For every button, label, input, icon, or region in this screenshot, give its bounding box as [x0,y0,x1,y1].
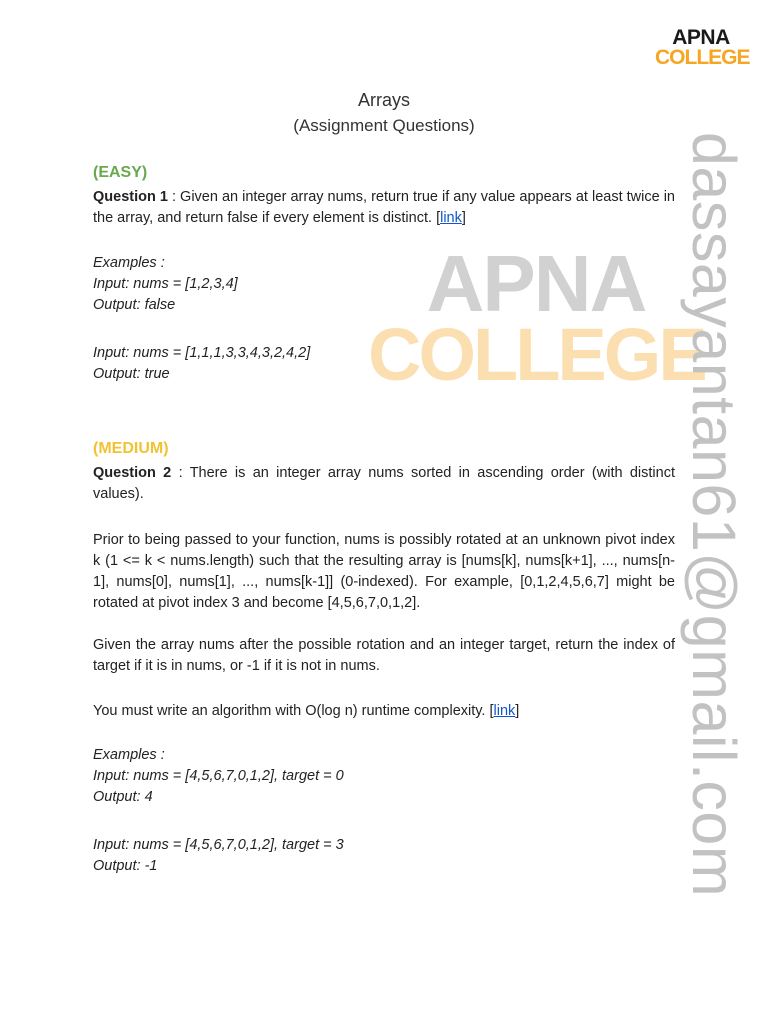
question-2-paragraph-3: You must write an algorithm with O(log n) runtime complexity. [link] [93,703,520,719]
watermark-line2: COLLEGE [368,313,705,396]
medium-examples [93,745,675,808]
example-2-output: Output: true [93,366,170,382]
example-1-output: Output: false [93,297,176,313]
watermark-line1: APNA [426,239,646,328]
easy-tag: (EASY) [93,164,148,181]
question-2 [93,463,675,505]
example-1-output: Output: 4 [93,789,153,805]
question-2-paragraph-1: Prior to being passed to your function, nums is possibly rotated at an unknown pivot index k (1 <= k < nums.length) such that the resulting array is [nums[k], nums[k+1], ..., nums[n-1], nums[0], nums[1], ..., nums[k-1]] (0-indexed). For example, [0,1,2,4,5,6,7] might be rotated at pivot index 3 and become [4,5,6,7,0,1,2]. [93,532,675,611]
examples-label: Examples : [93,255,165,271]
watermark-email: dassayantan61@gmail.com [680,132,748,898]
example-2-input: Input: nums = [1,1,1,3,3,4,3,2,4,2] [93,345,311,361]
apna-college-logo [655,26,750,69]
question-1-link[interactable]: link [440,210,462,226]
easy-example-2 [93,343,675,385]
question-2-complexity-text: You must write an algorithm with O(log n) runtime complexity. [93,703,490,719]
examples-label: Examples : [93,747,165,763]
logo-line1: APNA [672,26,730,49]
medium-tag: (MEDIUM) [93,440,169,457]
example-2-output: Output: -1 [93,858,158,874]
medium-example-2 [93,835,675,877]
page-subtitle: (Assignment Questions) [293,116,475,135]
question-2-label: Question 2 [93,465,172,481]
page-title: Arrays [357,90,410,110]
example-2-input: Input: nums = [4,5,6,7,0,1,2], target = 3 [93,837,344,853]
question-2-paragraph-2: Given the array nums after the possible rotation and an integer target, return the index of target if it is in nums, or -1 if it is not in nums. [93,637,675,674]
example-1-input: Input: nums = [4,5,6,7,0,1,2], target = 0 [93,768,344,784]
question-1-text: : Given an integer array nums, return true if any value appears at least twice in the array, and return false if every element is distinct. [93,189,675,226]
question-1: Question 1 : Given an integer array nums, return true if any value appears at least twice in the array, and return false if every element is distinct. [link] [93,189,675,226]
logo-line2: COLLEGE [655,46,750,69]
question-2-text: : There is an integer array nums sorted in ascending order (with distinct values). [93,465,675,502]
easy-examples [93,253,675,316]
question-2-link[interactable]: link [493,703,516,719]
question-1-label: Question 1 [93,189,168,205]
example-1-input: Input: nums = [1,2,3,4] [93,276,238,292]
